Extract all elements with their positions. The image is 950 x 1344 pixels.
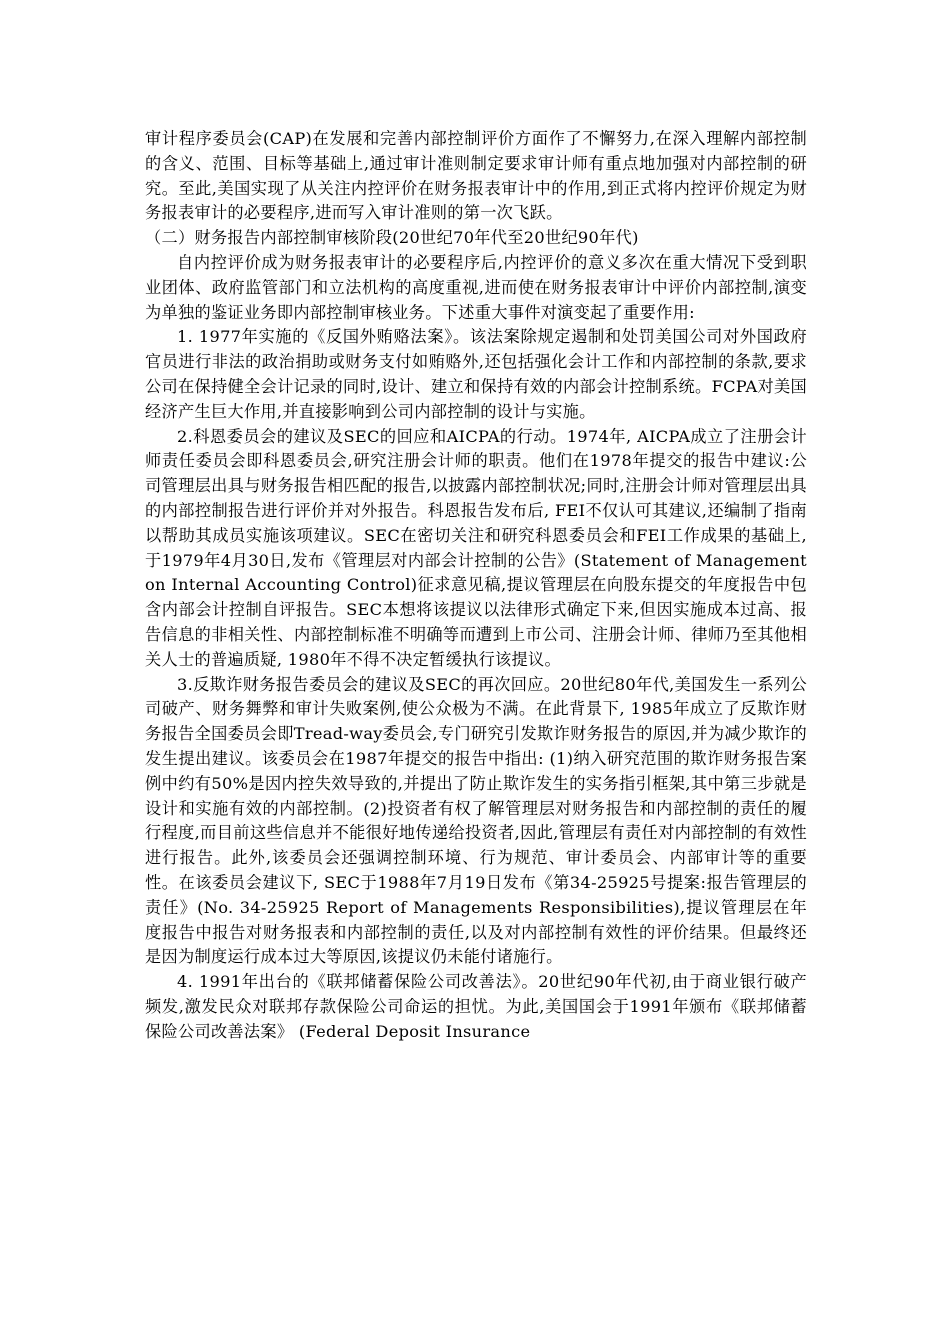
- document-page: [145, 127, 807, 1044]
- paragraph-cap-intro: 审计程序委员会(CAP)在发展和完善内部控制评价方面作了不懈努力,在深入理解内部控制的含义、范围、目标等基础上,通过审计准则制定要求审计师有重点地加强对内部控制的研究。至此,美国实现了从关注内控评价在财务报表审计中的作用,到正式将内控评价规定为财务报表审计的必要程序,进而写入审计准则的第一次飞跃。: [145, 129, 807, 223]
- paragraph-fcpa: 1. 1977年实施的《反国外贿赂法案》。该法案除规定遏制和处罚美国公司对外国政府官员进行非法的政治捐助或财务支付如贿赂外,还包括强化会计工作和内部控制的条款,要求公司在保持健全会计记录的同时,设计、建立和保持有效的内部会计控制系统。FCPA对美国经济产生巨大作用,并直接影响到公司内部控制的设计与实施。: [145, 327, 807, 421]
- section-heading-stage-two: （二）财务报告内部控制审核阶段(20世纪70年代至20世纪90年代): [145, 228, 639, 248]
- paragraph-treadway-commission: 3.反欺诈财务报告委员会的建议及SEC的再次回应。20世纪80年代,美国发生一系列公司破产、财务舞弊和审计失败案例,使公众极为不满。在此背景下, 1985年成立了反欺诈财务报告全国委员会即Tread-way委员会,专门研究引发欺诈财务报告的原因,并为减少欺诈的发生提出建议。该委员会在1987年提交的报告中指出: (1)纳入研究范围的欺诈财务报告案例中约有50%是因内控失效导致的,并提出了防止欺诈发生的实务指引框架,其中第三步就是设计和实施有效的内部控制。(2)投资者有权了解管理层对财务报告和内部控制的责任的履行程度,而目前这些信息并不能很好地传递给投资者,因此,管理层有责任对内部控制的有效性进行报告。此外,该委员会还强调控制环境、行为规范、审计委员会、内部审计等的重要性。在该委员会建议下, SEC于1988年7月19日发布《第34-25925号提案:报告管理层的责任》(No. 34-25925 Report of Managements Responsibilities),提议管理层在年度报告中报告对财务报表和内部控制的责任,以及对内部控制有效性的评价结果。但最终还是因为制度运行成本过大等原因,该提议仍未能付诸施行。: [145, 674, 807, 967]
- paragraph-stage-two-overview: 自内控评价成为财务报表审计的必要程序后,内控评价的意义多次在重大情况下受到职业团体、政府监管部门和立法机构的高度重视,进而使在财务报表审计中评价内部控制,演变为单独的鉴证业务即内部控制审核业务。下述重大事件对演变起了重要作用:: [145, 252, 807, 322]
- paragraph-cohen-commission: 2.科恩委员会的建议及SEC的回应和AICPA的行动。1974年, AICPA成立了注册会计师责任委员会即科恩委员会,研究注册会计师的职责。他们在1978年提交的报告中建议:公司管理层出具与财务报告相匹配的报告,以披露内部控制状况;同时,注册会计师对管理层出具的内部控制报告进行评价并对外报告。科恩报告发布后, FEI不仅认可其建议,还编制了指南以帮助其成员实施该项建议。SEC在密切关注和研究科恩委员会和FEI工作成果的基础上,于1979年4月30日,发布《管理层对内部会计控制的公告》(Statement of Management on Internal Accounting Control)征求意见稿,提议管理层在向股东提交的年度报告中包含内部会计控制自评报告。SEC本想将该提议以法律形式确定下来,但因实施成本过高、报告信息的非相关性、内部控制标准不明确等而遭到上市公司、注册会计师、律师乃至其他相关人士的普遍质疑, 1980年不得不决定暂缓执行该提议。: [145, 426, 807, 669]
- paragraph-fdicia: 4. 1991年出台的《联邦储蓄保险公司改善法》。20世纪90年代初,由于商业银行破产频发,激发民众对联邦存款保险公司命运的担忧。为此,美国国会于1991年颁布《联邦储蓄保险公司改善法案》 (Federal Deposit Insurance: [145, 972, 807, 1041]
